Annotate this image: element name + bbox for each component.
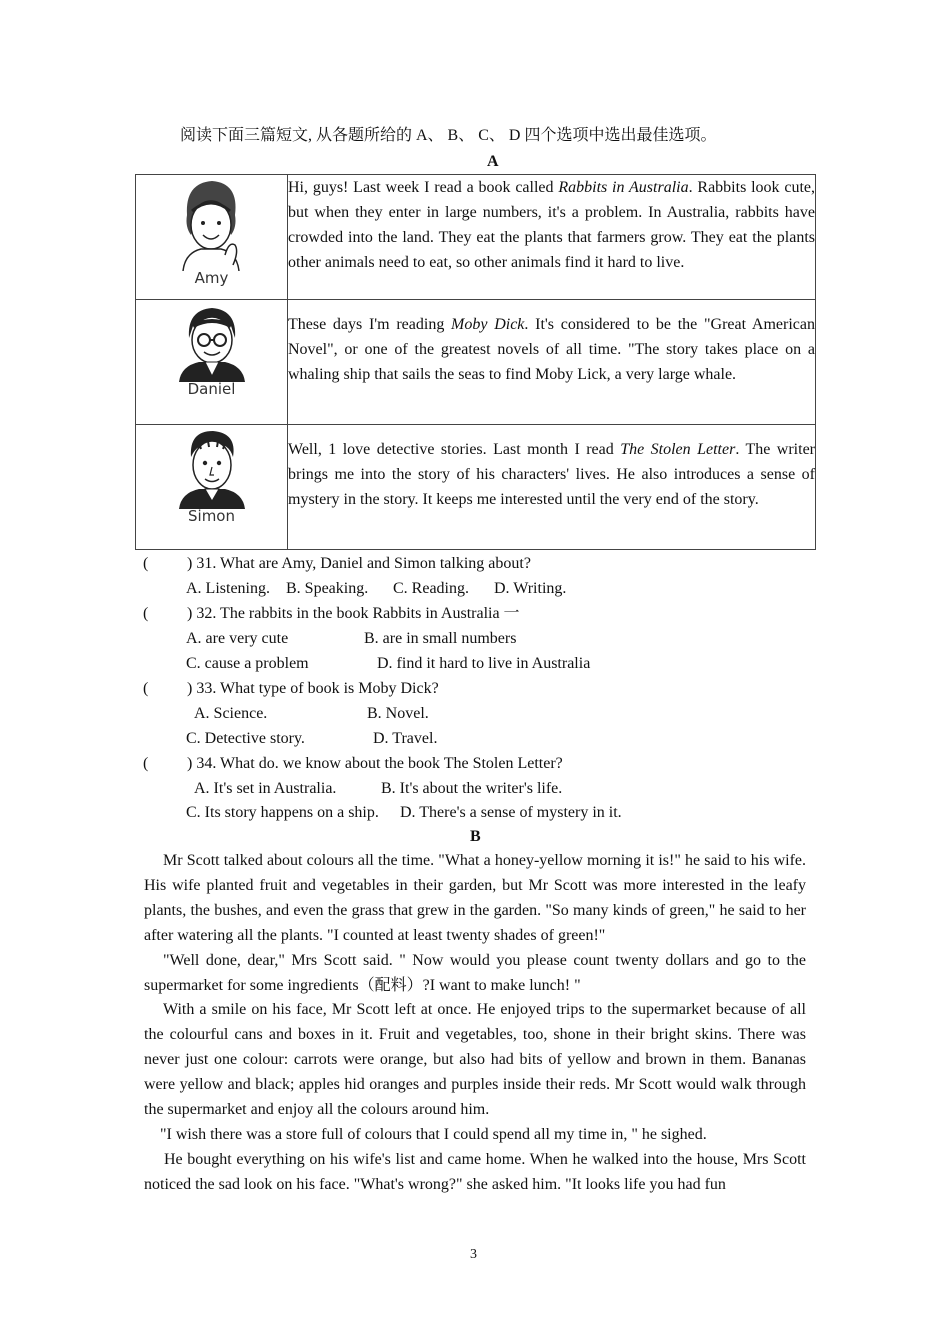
portrait-name: Simon: [188, 507, 235, 525]
option-b: B. are in small numbers: [364, 630, 517, 647]
portrait-name: Daniel: [187, 380, 236, 398]
option-b: B. Novel.: [367, 705, 429, 722]
answer-blank[interactable]: (: [143, 555, 149, 572]
option-c: C. cause a problem: [186, 655, 309, 672]
portrait-cell: [136, 425, 288, 550]
question-31: [143, 551, 531, 576]
question-stem: ) 34. What do. we know about the book The Stolen Letter?: [187, 755, 563, 772]
table-row: [136, 175, 816, 300]
answer-blank[interactable]: (: [143, 605, 149, 622]
paragraph: Mr Scott talked about colours all the time. "What a honey-yellow morning it is!" he said to his wife. His wife planted fruit and vegetables in their garden, but Mr Scott was more interested in the leafy plants, the bushes, and even the grass that grew in the garden. "So many kinds of green," he said to her after watering all the plants. "I counted at least twenty shades of green!": [144, 852, 806, 944]
option-c: C. Reading.: [393, 580, 469, 597]
option-b: B. It's about the writer's life.: [381, 780, 563, 797]
answer-blank[interactable]: (: [143, 680, 149, 697]
book-title: Rabbits in Australia: [558, 179, 689, 196]
option-a: A. are very cute: [186, 630, 289, 647]
question-stem: ) 33. What type of book is Moby Dick?: [187, 680, 439, 697]
question-32: [143, 601, 520, 626]
section-a-table: [135, 174, 816, 550]
paragraph: With a smile on his face, Mr Scott left at once. He enjoyed trips to the supermarket because of all the colourful cans and boxes in it. Fruit and vegetables, too, shone in their bright skins. There was never just one colour: carrots were orange, but also had bits of yellow and brown in them. Bananas were yellow and black; apples hid oranges and purples inside their reds. Mr Scott would walk through the supermarket and enjoy all the colours around him.: [144, 1001, 806, 1119]
option-b: B. Speaking.: [286, 580, 369, 597]
portrait-cell: [136, 175, 288, 300]
instructions: 阅读下面三篇短文, 从各题所给的 A、 B、 C、 D 四个选项中选出最佳选项。: [180, 127, 717, 144]
option-d: D. Travel.: [373, 730, 438, 747]
question-34: [143, 751, 563, 776]
simon-text: Well, 1 love detective stories. Last month I read The Stolen Letter. The writer brings me into the story of his characters' lives. He also introduces a sense of mystery in the story. It keeps me interested until the very end of the story.: [288, 425, 816, 550]
section-a-title: A: [487, 153, 499, 170]
option-a: A. Listening.: [186, 580, 270, 597]
option-c: C. Detective story.: [186, 730, 305, 747]
option-a: A. Science.: [194, 705, 268, 722]
option-a: A. It's set in Australia.: [194, 780, 337, 797]
book-title: Moby Dick: [451, 316, 525, 333]
daniel-portrait-icon: [167, 304, 257, 382]
page-number: 3: [470, 1247, 477, 1262]
paragraph: He bought everything on his wife's list and came home. When he walked into the house, Mrs Scott noticed the sad look on his face. "What's wrong?" she asked him. "It looks life you had fun: [144, 1150, 806, 1193]
question-33: [143, 676, 439, 701]
book-title: The Stolen Letter: [620, 441, 736, 458]
paragraph: "I wish there was a store full of colours that I could spend all my time in, " he sighed.: [160, 1125, 707, 1143]
amy-portrait-icon: [167, 175, 257, 271]
section-b-passage: [144, 849, 806, 1198]
table-row: [136, 300, 816, 425]
daniel-text: These days I'm reading Moby Dick. It's considered to be the "Great American Novel", or one of the greatest novels of all time. "The story takes place on a whaling ship that sails the seas to find Moby Lick, a very large whale.: [288, 300, 816, 425]
paragraph: "Well done, dear," Mrs Scott said. " Now would you please count twenty dollars and go to the supermarket for some ingredients（配料）?I want to make lunch! ": [144, 951, 806, 994]
portrait-cell: [136, 300, 288, 425]
question-stem: ) 32. The rabbits in the book Rabbits in Australia 一: [187, 605, 520, 622]
option-d: D. There's a sense of mystery in it.: [400, 804, 622, 821]
option-c: C. Its story happens on a ship.: [186, 804, 379, 821]
option-d: D. Writing.: [494, 580, 567, 597]
section-b-title: B: [470, 828, 481, 845]
question-stem: ) 31. What are Amy, Daniel and Simon talking about?: [187, 555, 531, 572]
simon-portrait-icon: [167, 427, 257, 509]
portrait-name: Amy: [194, 269, 229, 287]
amy-text: Hi, guys! Last week I read a book called Rabbits in Australia. Rabbits look cute, but when they enter in large numbers, it's a problem. In Australia, rabbits have crowded into the land. They eat the plants that farmers grow. They eat the plants other animals need to eat, so other animals find it hard to live.: [288, 175, 816, 300]
option-d: D. find it hard to live in Australia: [377, 655, 591, 672]
answer-blank[interactable]: (: [143, 755, 149, 772]
table-row: [136, 425, 816, 550]
